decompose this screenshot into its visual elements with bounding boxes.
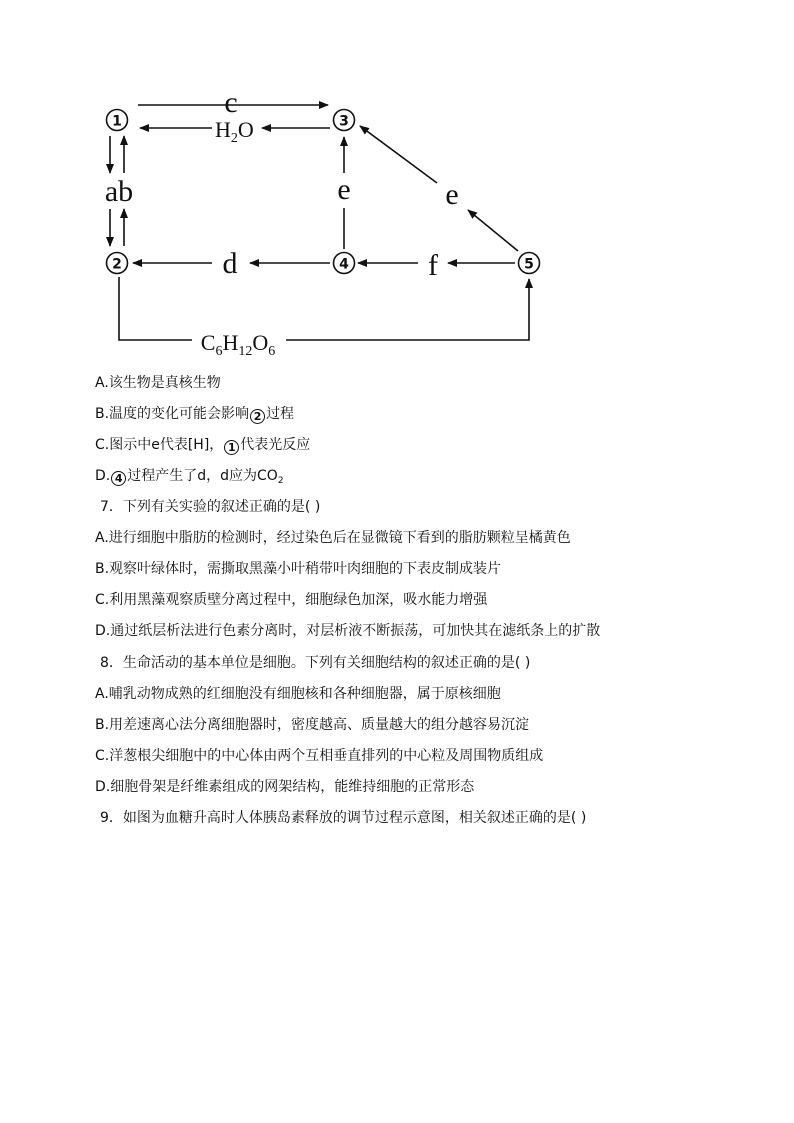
- q6-option-c: [95, 436, 310, 455]
- q6-option-b-text: B.温度的变化可能会影响: [95, 406, 250, 422]
- q8-option-b: B.用差速离心法分离细胞器时，密度越高、质量越大的组分越容易沉淀: [95, 717, 530, 733]
- label-glucose: $C_6H_{12}O_6$: [200, 330, 276, 359]
- q7-option-b: B.观察叶绿体时，需撕取黑藻小叶稍带叶肉细胞的下表皮制成装片: [95, 561, 502, 577]
- label-d: d: [222, 247, 238, 280]
- arrow-glucose-to-5: [286, 279, 529, 340]
- label-ab: ab: [104, 175, 134, 208]
- q6-option-a: A.该生物是真核生物: [95, 375, 221, 391]
- q6-option-d-subscript: 2: [277, 476, 284, 486]
- q6-option-d-prefix: D.: [95, 468, 111, 484]
- q6-option-d: [95, 467, 284, 490]
- q8-option-d: D.细胞骨架是纤维素组成的网架结构，能维持细胞的正常形态: [95, 779, 475, 795]
- q6-option-c-text: C.图示中e代表[H]，: [95, 437, 224, 453]
- metabolism-diagram: [0, 0, 794, 360]
- q6-option-b-node: 2: [250, 409, 265, 424]
- arrow-e-to-3-diag: [360, 126, 437, 183]
- svg-text:4: 4: [339, 256, 349, 273]
- q6-option-d-node: 4: [111, 471, 126, 486]
- node-3: [334, 110, 355, 131]
- node-1: [107, 110, 128, 131]
- q8-option-c: C.洋葱根尖细胞中的中心体由两个互相垂直排列的中心粒及周围物质组成: [95, 748, 544, 764]
- q6-option-c-post: 代表光反应: [240, 437, 311, 453]
- label-e-vertical: e: [337, 173, 351, 206]
- q6-option-c-node: 1: [224, 440, 239, 455]
- svg-text:5: 5: [524, 256, 534, 273]
- q8-option-a: A.哺乳动物成熟的红细胞没有细胞核和各种细胞器，属于原核细胞: [95, 686, 501, 702]
- label-h2o: $H_2O$: [215, 117, 254, 146]
- q7-option-c: C.利用黑藻观察质壁分离过程中，细胞绿色加深，吸水能力增强: [95, 592, 488, 608]
- svg-text:2: 2: [112, 256, 122, 273]
- q6-option-d-text: 过程产生了d，d应为CO: [127, 468, 278, 484]
- q9-stem: 9．如图为血糖升高时人体胰岛素释放的调节过程示意图，相关叙述正确的是( ): [100, 810, 587, 826]
- label-c: c: [224, 86, 238, 119]
- label-e-diagonal: e: [445, 178, 459, 211]
- q6-option-b: [95, 405, 294, 424]
- node-5: [519, 253, 540, 274]
- q7-option-d: D.通过纸层析法进行色素分离时，对层析液不断振荡，可加快其在滤纸条上的扩散: [95, 623, 601, 639]
- arrow-2-to-glucose: [119, 277, 192, 340]
- arrow-5-to-e: [468, 210, 518, 251]
- node-4: [334, 253, 355, 274]
- q7-stem: 7．下列有关实验的叙述正确的是( ): [100, 499, 321, 515]
- svg-text:1: 1: [112, 113, 122, 130]
- svg-text:3: 3: [339, 113, 349, 130]
- node-2: [107, 253, 128, 274]
- q8-stem: 8．生命活动的基本单位是细胞。下列有关细胞结构的叙述正确的是( ): [100, 655, 531, 671]
- label-f: f: [428, 249, 438, 282]
- q6-option-b-post: 过程: [266, 406, 295, 422]
- q7-option-a: A.进行细胞中脂肪的检测时，经过染色后在显微镜下看到的脂肪颗粒呈橘黄色: [95, 530, 571, 546]
